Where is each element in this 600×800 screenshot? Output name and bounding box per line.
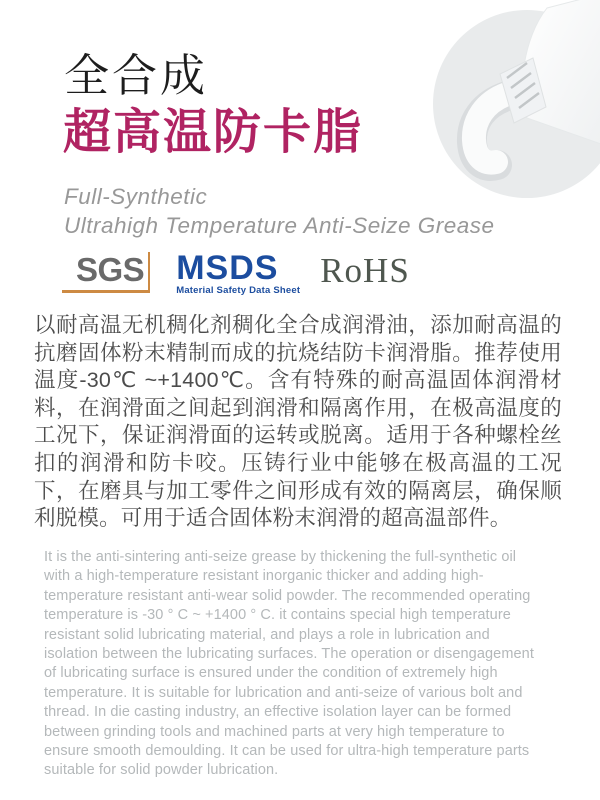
sgs-logo <box>62 252 150 293</box>
sgs-logo-label: SGS <box>76 251 145 288</box>
description-english: It is the anti-sintering anti-seize grease by thickening the full-synthetic oil with a high-temperature resistant inorganic thicker and adding high-temperature resistant anti-wear solid powder. The recommended operating temperature is -30 ° C ~ +1400 ° C. it contains special high temperature resistant solid lubricating material, and plays a role in lubrication and isolation between the lubricating surfaces. The operation or disengagement of lubricating surface is ensured under the condition of extremely high temperature. It is suitable for lubrication and anti-seize of various bolt and thread. In die casting industry, an effective isolation layer can be formed between grinding tools and machined parts at very high temperature to ensure smooth demoulding. It can be used for ultra-high temperature parts suitable for solid powder lubrication. <box>44 549 534 779</box>
title-chinese: 全合成 <box>64 50 209 101</box>
description-chinese: 以耐高温无机稠化剂稠化全合成润滑油，添加耐高温的抗磨固体粉末精制而成的抗烧结防卡润滑脂。推荐使用温度-30℃ ~+1400℃。含有特殊的耐高温固体润滑材料，在润滑面之间起到润滑和隔离作用，在极高温度的工况下，保证润滑面的运转或脱离。适用于各种螺栓丝扣的润滑和防卡咬。压铸行业中能够在极高温的工况下，在磨具与加工零件之间形成有效的隔离层，确保顺利脱模。可用于适合固体粉末润滑的超高温部件。 <box>34 313 562 531</box>
rohs-logo: RoHS <box>320 251 410 290</box>
subtitle-english-line1: Full-Synthetic <box>64 184 208 209</box>
header <box>64 50 495 240</box>
msds-logo-sublabel: Material Safety Data Sheet <box>176 285 301 296</box>
title-chinese-accent: 超高温防卡脂 <box>63 106 364 159</box>
subtitle-english-line2: Ultrahigh Temperature Anti-Seize Grease <box>64 213 495 238</box>
msds-logo <box>176 249 301 296</box>
msds-logo-label: MSDS <box>176 249 279 287</box>
certification-logos <box>62 249 410 296</box>
